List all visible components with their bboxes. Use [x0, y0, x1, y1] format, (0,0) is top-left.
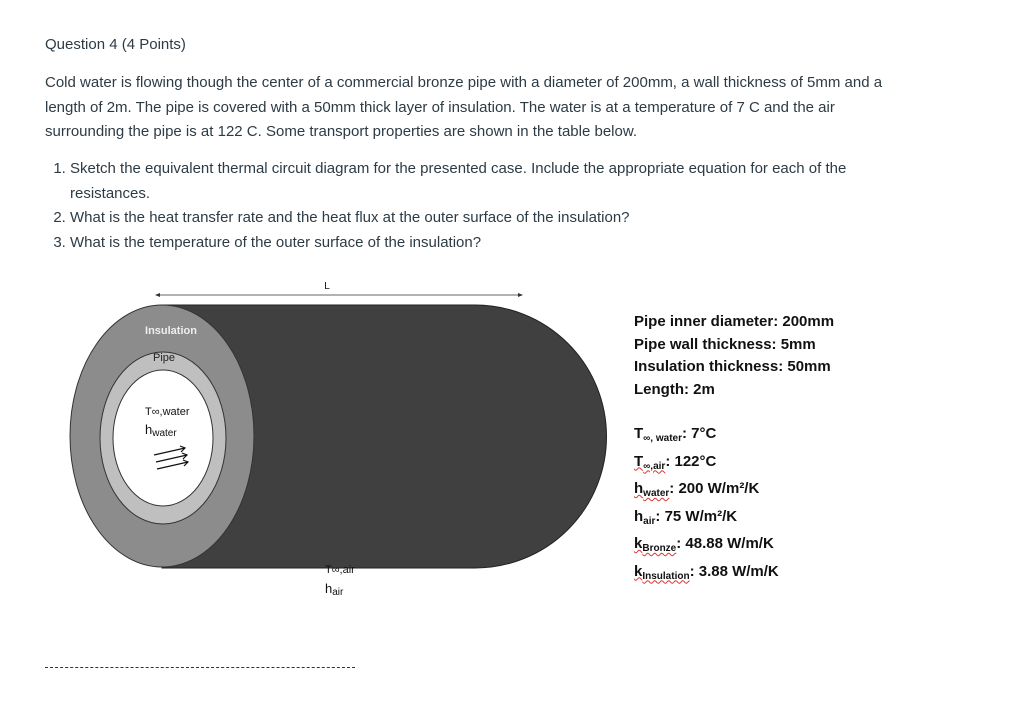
t-water-label: T∞,water: [145, 406, 190, 418]
geometry-properties: [634, 311, 834, 401]
prop-length: Length: 2m: [634, 380, 715, 398]
task-item: 2. What is the heat transfer rate and the heat flux at the outer surface of the insulation?: [70, 206, 910, 231]
t-air-label: T∞,air: [325, 564, 355, 576]
question-intro: Cold water is flowing though the center of a commercial bronze pipe with a diameter of 200mm, a wall thickness of 5mm and a length of 2m. The pipe is covered with a 50mm thick layer of insulation. The water is at a temperature of 7 C and the air surrounding the pipe is at 122 C. Some transport properties are shown in the table below.: [45, 74, 883, 140]
insulation-label: Insulation: [145, 325, 197, 337]
task-item: 3. What is the temperature of the outer surface of the insulation?: [70, 231, 910, 256]
prop-wall-thickness: Pipe wall thickness: 5mm: [634, 335, 816, 353]
prop-h-water: $h_{water}$: 200 W/m²/K: [634, 480, 760, 499]
prop-k-bronze: $k_{Bronze}$: 48.88 W/m/K: [634, 535, 774, 554]
question-title: Question 4 (4 Points): [45, 36, 186, 53]
length-label: L: [324, 281, 330, 292]
dashed-divider: [45, 667, 355, 668]
pipe-label: Pipe: [152, 352, 176, 364]
transport-properties: [634, 423, 779, 588]
h-water-label: hwater: [145, 422, 177, 439]
prop-inner-diameter: Pipe inner diameter: 200mm: [634, 313, 835, 330]
task-item: 1. Sketch the equivalent thermal circuit diagram for the presented case. Include the appropriate equation for each of the resistances.: [70, 157, 910, 206]
h-air-label: hair: [325, 581, 344, 598]
prop-k-insulation: $k_{Insulation}$: 3.88 W/m/K: [634, 562, 779, 582]
prop-t-air: $T_{\infty,air}$: 122°C: [634, 452, 717, 472]
arrow-head-left: [155, 293, 160, 297]
arrow-head-right: [518, 293, 523, 297]
prop-h-air: $h_{air}$: 75 W/m²/K: [634, 507, 738, 527]
prop-t-water: $T_{\infty, water}$: 7°C: [634, 425, 717, 444]
prop-insulation-thickness: Insulation thickness: 50mm: [634, 358, 831, 375]
